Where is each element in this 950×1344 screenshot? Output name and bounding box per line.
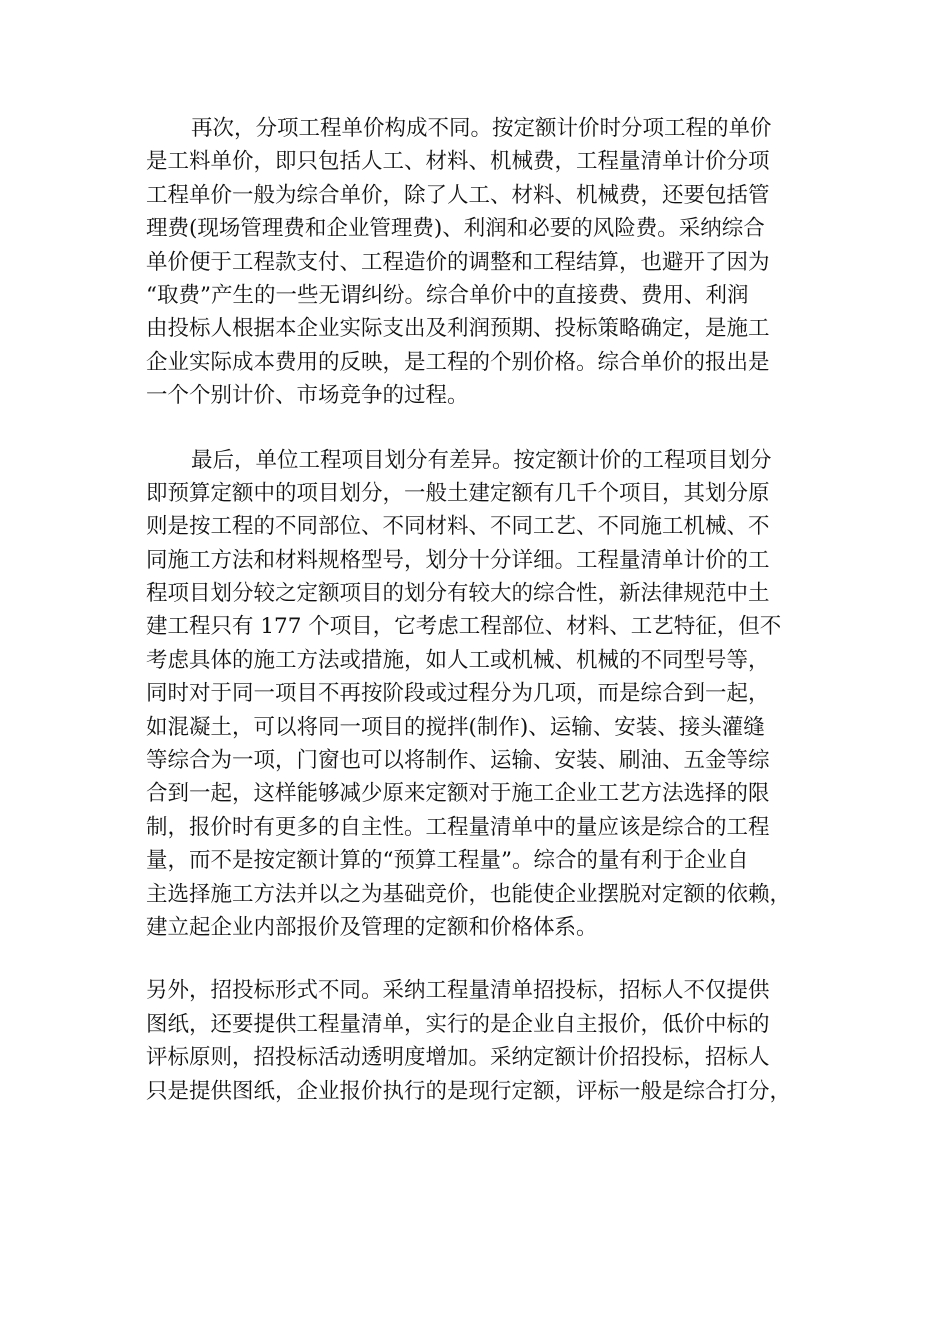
text-line: 即预算定额中的项目划分，一般土建定额有几千个项目，其划分原 [146, 480, 770, 506]
text-line: 建立起企业内部报价及管理的定额和价格体系。 [146, 914, 598, 940]
paragraph-unit-price [146, 112, 806, 413]
text-line: 评标原则，招投标活动透明度增加。采纳定额计价招投标，招标人 [146, 1045, 770, 1071]
text-line: 一个个别计价、市场竞争的过程。 [146, 383, 469, 409]
text-line: 另外，招投标形式不同。采纳工程量清单招投标，招标人不仅提供 [146, 978, 770, 1004]
text-line: 同时对于同一项目不再按阶段或过程分为几项，而是综合到一起， [146, 681, 770, 707]
text-line: 理费(现场管理费和企业管理费)、利润和必要的风险费。采纳综合 [146, 216, 765, 242]
text-line: 由投标人根据本企业实际支出及利润预期、投标策略确定，是施工 [146, 316, 770, 342]
text-line: 则是按工程的不同部位、不同材料、不同工艺、不同施工机械、不 [146, 514, 770, 540]
text-line: 是工料单价，即只包括人工、材料、机械费，工程量清单计价分项 [146, 149, 770, 175]
text-line: 考虑具体的施工方法或措施，如人工或机械、机械的不同型号等， [146, 647, 770, 673]
text-line: 最后，单位工程项目划分有差异。按定额计价的工程项目划分 [191, 447, 772, 473]
text-line: “取费”产生的一些无谓纠纷。综合单价中的直接费、费用、利润 [146, 282, 749, 308]
text-line: 只是提供图纸，企业报价执行的是现行定额，评标一般是综合打分， [146, 1078, 792, 1104]
text-line: 同施工方法和材料规格型号，划分十分详细。工程量清单计价的工 [146, 547, 770, 573]
paragraph-bidding-form [146, 974, 806, 1108]
text-line: 如混凝土，可以将同一项目的搅拌(制作)、运输、安装、接头灌缝 [146, 714, 765, 740]
text-line: 合到一起，这样能够减少原来定额对于施工企业工艺方法选择的限 [146, 781, 770, 807]
text-line: 等综合为一项，门窗也可以将制作、运输、安装、刷油、五金等综 [146, 748, 770, 774]
text-line: 主选择施工方法并以之为基础竞价，也能使企业摆脱对定额的依赖， [146, 881, 792, 907]
document-body [146, 112, 806, 1108]
text-line: 再次，分项工程单价构成不同。按定额计价时分项工程的单价 [191, 116, 772, 141]
text-line: 图纸，还要提供工程量清单，实行的是企业自主报价，低价中标的 [146, 1011, 770, 1037]
text-line: 量，而不是按定额计算的“预算工程量”。综合的量有利于企业自 [146, 848, 749, 874]
text-line: 单价便于工程款支付、工程造价的调整和工程结算，也避开了因为 [146, 249, 770, 275]
paragraph-item-division [146, 444, 806, 945]
text-line: 企业实际成本费用的反映，是工程的个别价格。综合单价的报出是 [146, 349, 770, 375]
text-line: 程项目划分较之定额项目的划分有较大的综合性，新法律规范中土 [146, 581, 770, 607]
text-line: 制，报价时有更多的自主性。工程量清单中的量应该是综合的工程 [146, 814, 770, 840]
text-line: 建工程只有 177 个项目，它考虑工程部位、材料、工艺特征，但不 [146, 614, 782, 640]
text-line: 工程单价一般为综合单价，除了人工、材料、机械费，还要包括管 [146, 182, 770, 208]
